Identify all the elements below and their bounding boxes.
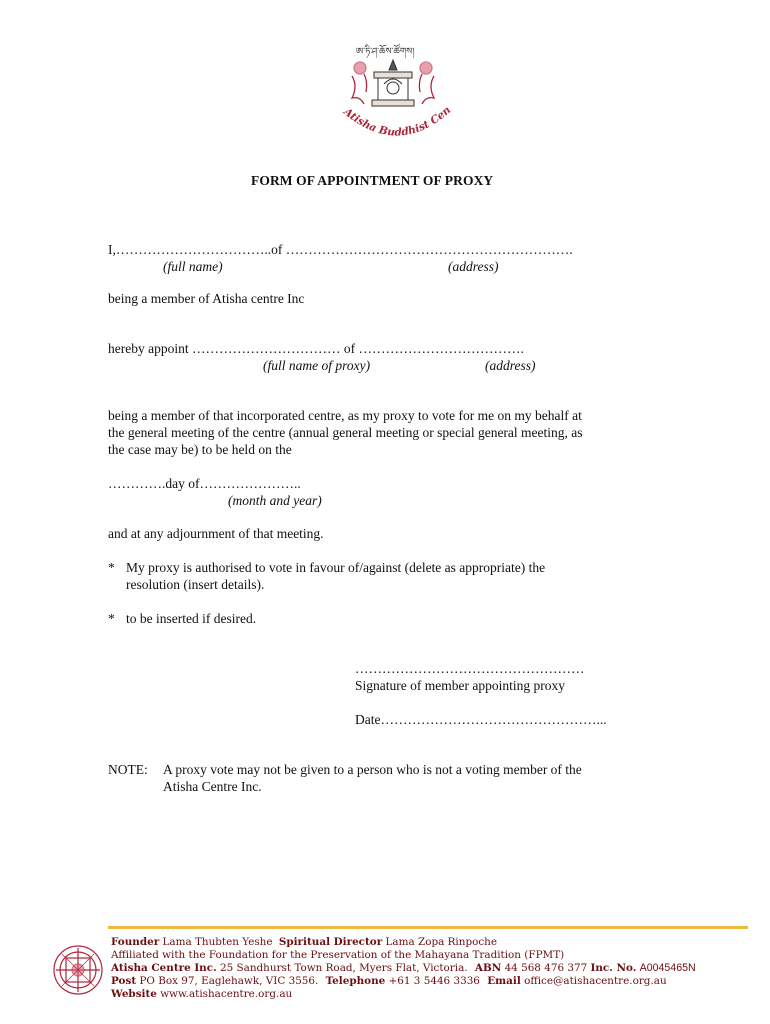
- tibetan-text: ཨ་ཏི་ཤ་ཆོས་ཚོགས།: [356, 47, 415, 57]
- bullet-marker: *: [108, 560, 115, 575]
- telephone-label: Telephone: [325, 975, 386, 987]
- footer-emblem-icon: [52, 944, 104, 996]
- director-name: Lama Zopa Rinpoche: [385, 936, 498, 948]
- paragraph-line-3: the case may be) to be held on the: [108, 442, 292, 457]
- note-label: NOTE:: [108, 762, 148, 777]
- bullet-marker: *: [108, 611, 115, 626]
- bullet-insert-text: to be inserted if desired.: [126, 611, 257, 626]
- paragraph-line-1: being a member of that incorporated centre, as my proxy to vote for me on my behalf at: [108, 408, 582, 423]
- website-label: Website: [111, 988, 157, 1000]
- full-name-label: (full name): [163, 259, 223, 274]
- founder-name: Lama Thubten Yeshe: [162, 936, 273, 948]
- footer-line-contact: [111, 975, 667, 989]
- member-line: being a member of Atisha centre Inc: [108, 291, 305, 306]
- page-title: FORM OF APPOINTMENT OF PROXY: [251, 173, 494, 188]
- name-address-line[interactable]: I,……………………………..of ……………………………………………………….: [108, 242, 573, 257]
- telephone-value: +61 3 5446 3336: [388, 975, 480, 987]
- footer-line-web: [111, 988, 292, 1002]
- footer-affiliation: Affiliated with the Foundation for the Preservation of the Mahayana Tradition (FPMT): [111, 949, 565, 961]
- footer-line-founder: [111, 936, 497, 950]
- bullet-proxy-line-1: My proxy is authorised to vote in favour of/against (delete as appropriate) the: [126, 560, 546, 575]
- appoint-line[interactable]: hereby appoint …………………………… of ……………………………….: [108, 341, 524, 356]
- post-label: Post: [111, 975, 137, 987]
- abn-label: ABN: [474, 962, 502, 974]
- footer-line-org: [111, 962, 696, 976]
- day-line[interactable]: ………….day of…………………..: [108, 476, 301, 491]
- email-link[interactable]: office@atishacentre.org.au: [524, 975, 667, 987]
- org-label: Atisha Centre Inc.: [111, 962, 217, 974]
- proxy-address-label: (address): [485, 358, 536, 373]
- founder-label: Founder: [111, 936, 160, 948]
- org-address: 25 Sandhurst Town Road, Myers Flat, Victoria.: [220, 962, 468, 974]
- inc-label: Inc. No.: [590, 962, 637, 974]
- adjournment-line: and at any adjournment of that meeting.: [108, 526, 324, 541]
- note-line-2: Atisha Centre Inc.: [163, 779, 262, 794]
- abn-value: 44 568 476 377: [504, 962, 588, 974]
- bullet-proxy-line-2: resolution (insert details).: [126, 577, 265, 592]
- post-value: PO Box 97, Eaglehawk, VIC 3556.: [139, 975, 319, 987]
- website-link[interactable]: www.atishacentre.org.au: [160, 988, 293, 1000]
- note-line-1: A proxy vote may not be given to a person who is not a voting member of the: [163, 762, 582, 777]
- month-year-label: (month and year): [228, 493, 322, 508]
- address-label: (address): [448, 259, 499, 274]
- centre-logo: [328, 38, 458, 150]
- footer-divider: [108, 926, 748, 929]
- signature-field[interactable]: ……………………………………………: [355, 661, 585, 676]
- email-label: Email: [487, 975, 521, 987]
- date-field[interactable]: Date…………………………………………...: [355, 712, 607, 727]
- signature-label: Signature of member appointing proxy: [355, 678, 565, 693]
- director-label: Spiritual Director: [278, 936, 383, 948]
- proxy-name-label: (full name of proxy): [263, 358, 371, 373]
- inc-value: A0045465N: [639, 962, 696, 974]
- logo-arc-text: Atisha Buddhist Cen: [341, 104, 454, 139]
- paragraph-line-2: the general meeting of the centre (annual general meeting or special general meeting, as: [108, 425, 583, 440]
